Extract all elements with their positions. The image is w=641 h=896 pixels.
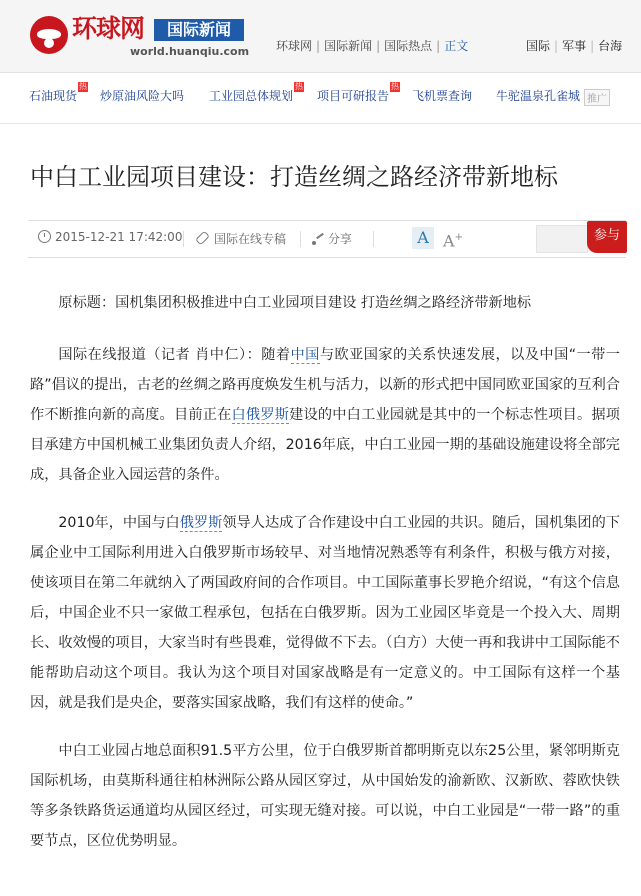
channel-link-taiwan[interactable]: 台海 <box>598 39 623 53</box>
share-icon <box>312 233 324 245</box>
article-paragraph: 国际在线报道（记者 肖中仁）：随着中国与欧亚国家的关系快速发展，以及中国“一带一路”倡议的提出，古老的丝绸之路再度焕发生机与活力，以新的形式把中国同欧亚国家的互利合作不断推向新的高度。目前正在白俄罗斯建设的中白工业园就是其中的一个标志性项目。据项目承建方中国机械工业集团负责人介绍，2016年底，中白工业园一期的基础设施建设将全部完成，具备企业入园运营的条件。 <box>30 347 620 483</box>
article-meta-bar <box>28 220 626 258</box>
sponsored-links-bar <box>0 73 641 124</box>
ad-link-5[interactable]: 飞机票查询 <box>412 89 473 103</box>
ad-link-1[interactable]: 石油现货 热 <box>29 82 88 103</box>
font-size-small-button[interactable]: A <box>412 227 434 249</box>
article-source[interactable]: 国际在线专稿 <box>196 230 286 247</box>
link-icon <box>195 231 210 246</box>
sponsored-tag: 推广 <box>584 89 610 106</box>
article-title: 中白工业园项目建设：打造丝绸之路经济带新地标 <box>30 163 558 191</box>
original-title-paragraph: 原标题：国机集团积极推进中白工业园项目建设 打造丝绸之路经济带新地标 <box>58 295 532 311</box>
breadcrumb: 环球网 | 国际新闻 | 国际热点 | 正文 <box>276 39 469 53</box>
publish-date: 2015-12-21 17:42:00 <box>38 230 182 244</box>
channel-nav: 国际 | 军事 | 台海 <box>526 39 623 53</box>
hot-badge-icon: 热 <box>79 82 88 91</box>
keyword-link[interactable]: 白俄罗斯 <box>231 407 290 423</box>
hot-badge-icon: 热 <box>391 82 400 91</box>
font-size-large-button[interactable]: A+ <box>443 231 463 251</box>
logo-text: 环球网 <box>72 14 145 43</box>
ad-link-4[interactable]: 项目可研报告 热 <box>317 82 400 103</box>
clock-icon <box>38 230 51 243</box>
breadcrumb-item-home[interactable]: 环球网 <box>276 39 313 53</box>
hot-badge-icon: 热 <box>295 82 304 91</box>
share-button[interactable]: 分享 <box>312 230 352 247</box>
keyword-link[interactable]: 俄罗斯 <box>179 515 223 531</box>
ad-link-2[interactable]: 炒原油风险大吗 <box>100 89 185 103</box>
logo-section-badge: 国际新闻 <box>154 19 244 41</box>
site-header <box>0 0 641 73</box>
breadcrumb-item-hot[interactable]: 国际热点 <box>384 39 433 53</box>
globe-logo-icon <box>30 16 68 54</box>
article-paragraph: 2010年，中国与白俄罗斯领导人达成了合作建设中白工业园的共识。随后，国机集团的下属企业中工国际利用进入白俄罗斯市场较早、对当地情况熟悉等有利条件，积极与俄方对接，使该项目在第二年就纳入了两国政府间的合作项目。中工国际董事长罗艳介绍说，“有这个信息后，中国企业不只一家做工程承包，包括在白俄罗斯。因为工业园区毕竟是一个投入大、周期长、收效慢的项目，大家当时有些畏难，觉得做不下去。（白方）大使一再和我讲中工国际能不能帮助启动这个项目。我认为这个项目对国家战略是有一定意义的。中工国际有这样一个基因，就是我们是央企，要落实国家战略，我们有这样的使命。” <box>30 515 620 711</box>
site-logo[interactable] <box>30 14 255 60</box>
ad-link-3[interactable]: 工业园总体规划 热 <box>209 82 304 103</box>
search-input[interactable] <box>536 225 588 253</box>
ad-link-6[interactable]: 牛驼温泉孔雀城 <box>496 89 581 103</box>
breadcrumb-item-world-news[interactable]: 国际新闻 <box>324 39 373 53</box>
logo-url: world.huanqiu.com <box>130 45 250 58</box>
breadcrumb-item-current: 正文 <box>444 39 469 53</box>
article-body <box>30 288 620 874</box>
keyword-link[interactable]: 中国 <box>290 347 320 363</box>
channel-link-military[interactable]: 军事 <box>562 39 587 53</box>
article-paragraph: 中白工业园占地总面积91.5平方公里，位于白俄罗斯首都明斯克以东25公里，紧邻明斯克国际机场，由莫斯科通往柏林洲际公路从园区穿过，从中国始发的渝新欧、汉新欧、蓉欧快铁等多条铁路货运通道均从园区经过，可实现无缝对接。可以说，中白工业园是“一带一路”的重要节点，区位优势明显。 <box>30 743 621 849</box>
channel-link-international[interactable]: 国际 <box>526 39 551 53</box>
join-discussion-button[interactable]: 参与 <box>587 221 627 253</box>
